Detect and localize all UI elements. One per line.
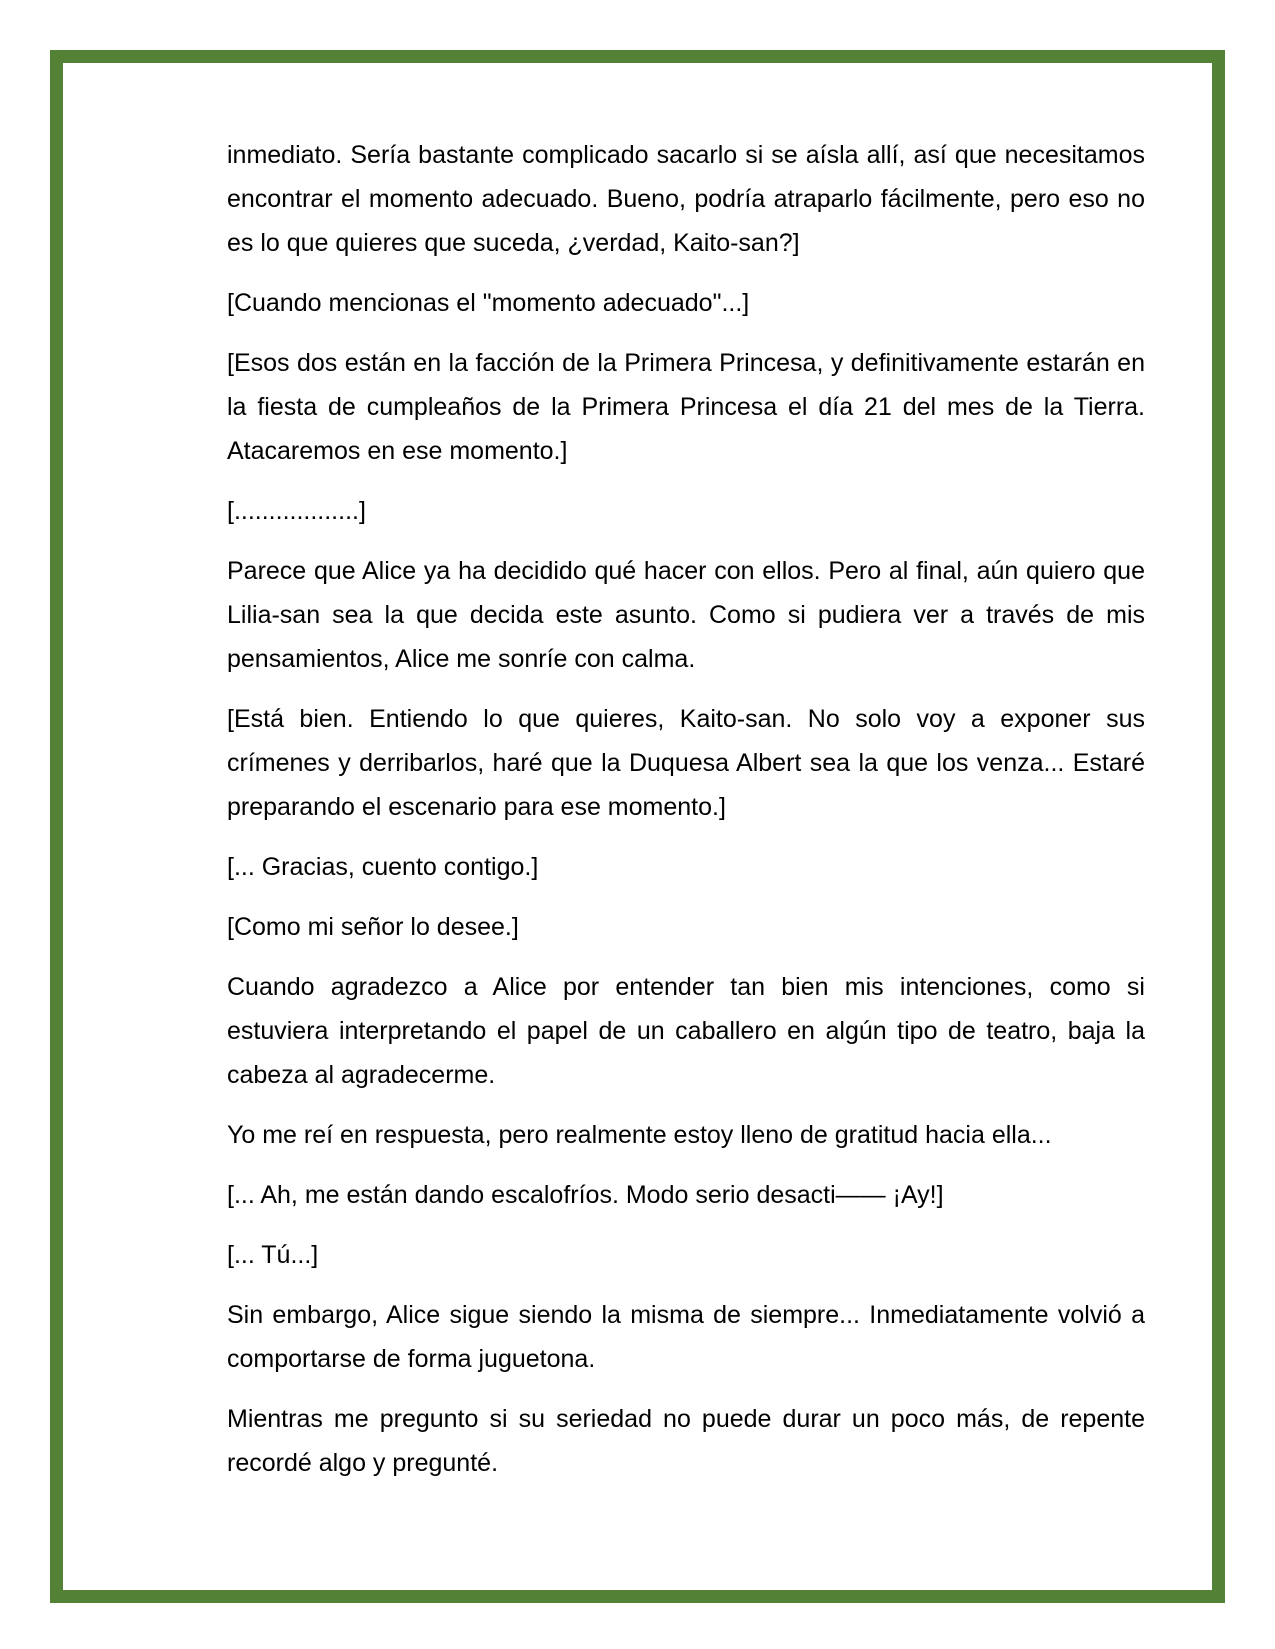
paragraph-12: [... Tú...] (227, 1241, 319, 1269)
page-frame (50, 50, 1225, 1603)
paragraph-9: Cuando agradezco a Alice por entender tan bien mis intenciones, como si estuviera interpretando el papel de un caballero en algún tipo de teatro, baja la cabeza al agradecerme. (227, 973, 1145, 1089)
paragraph-3: [Esos dos están en la facción de la Primera Princesa, y definitivamente estarán en la fiesta de cumpleaños de la Primera Princesa el día 21 del mes de la Tierra. Atacaremos en ese momento.] (227, 349, 1145, 465)
paragraph-13: Sin embargo, Alice sigue siendo la misma de siempre... Inmediatamente volvió a comportarse de forma juguetona. (227, 1301, 1145, 1373)
document-body (227, 133, 1145, 1501)
paragraph-6: [Está bien. Entiendo lo que quieres, Kaito-san. No solo voy a exponer sus crímenes y derribarlos, haré que la Duquesa Albert sea la que los venza... Estaré preparando el escenario para ese momento.] (227, 705, 1145, 821)
paragraph-14: Mientras me pregunto si su seriedad no puede durar un poco más, de repente recordé algo y pregunté. (227, 1405, 1145, 1477)
paragraph-1: inmediato. Sería bastante complicado sacarlo si se aísla allí, así que necesitamos encontrar el momento adecuado. Bueno, podría atraparlo fácilmente, pero eso no es lo que quieres que suceda, ¿verdad, Kaito-san?] (227, 141, 1145, 257)
paragraph-10: Yo me reí en respuesta, pero realmente estoy lleno de gratitud hacia ella... (227, 1121, 1052, 1149)
paragraph-5: Parece que Alice ya ha decidido qué hacer con ellos. Pero al final, aún quiero que Lilia-san sea la que decida este asunto. Como si pudiera ver a través de mis pensamientos, Alice me sonríe con calma. (227, 557, 1145, 673)
paragraph-7: [... Gracias, cuento contigo.] (227, 853, 539, 881)
paragraph-11: [... Ah, me están dando escalofríos. Modo serio desacti—— ¡Ay!] (227, 1181, 944, 1209)
paragraph-8: [Como mi señor lo desee.] (227, 913, 519, 941)
paragraph-4: [..................] (227, 497, 366, 525)
paragraph-2: [Cuando mencionas el "momento adecuado"...] (227, 289, 750, 317)
